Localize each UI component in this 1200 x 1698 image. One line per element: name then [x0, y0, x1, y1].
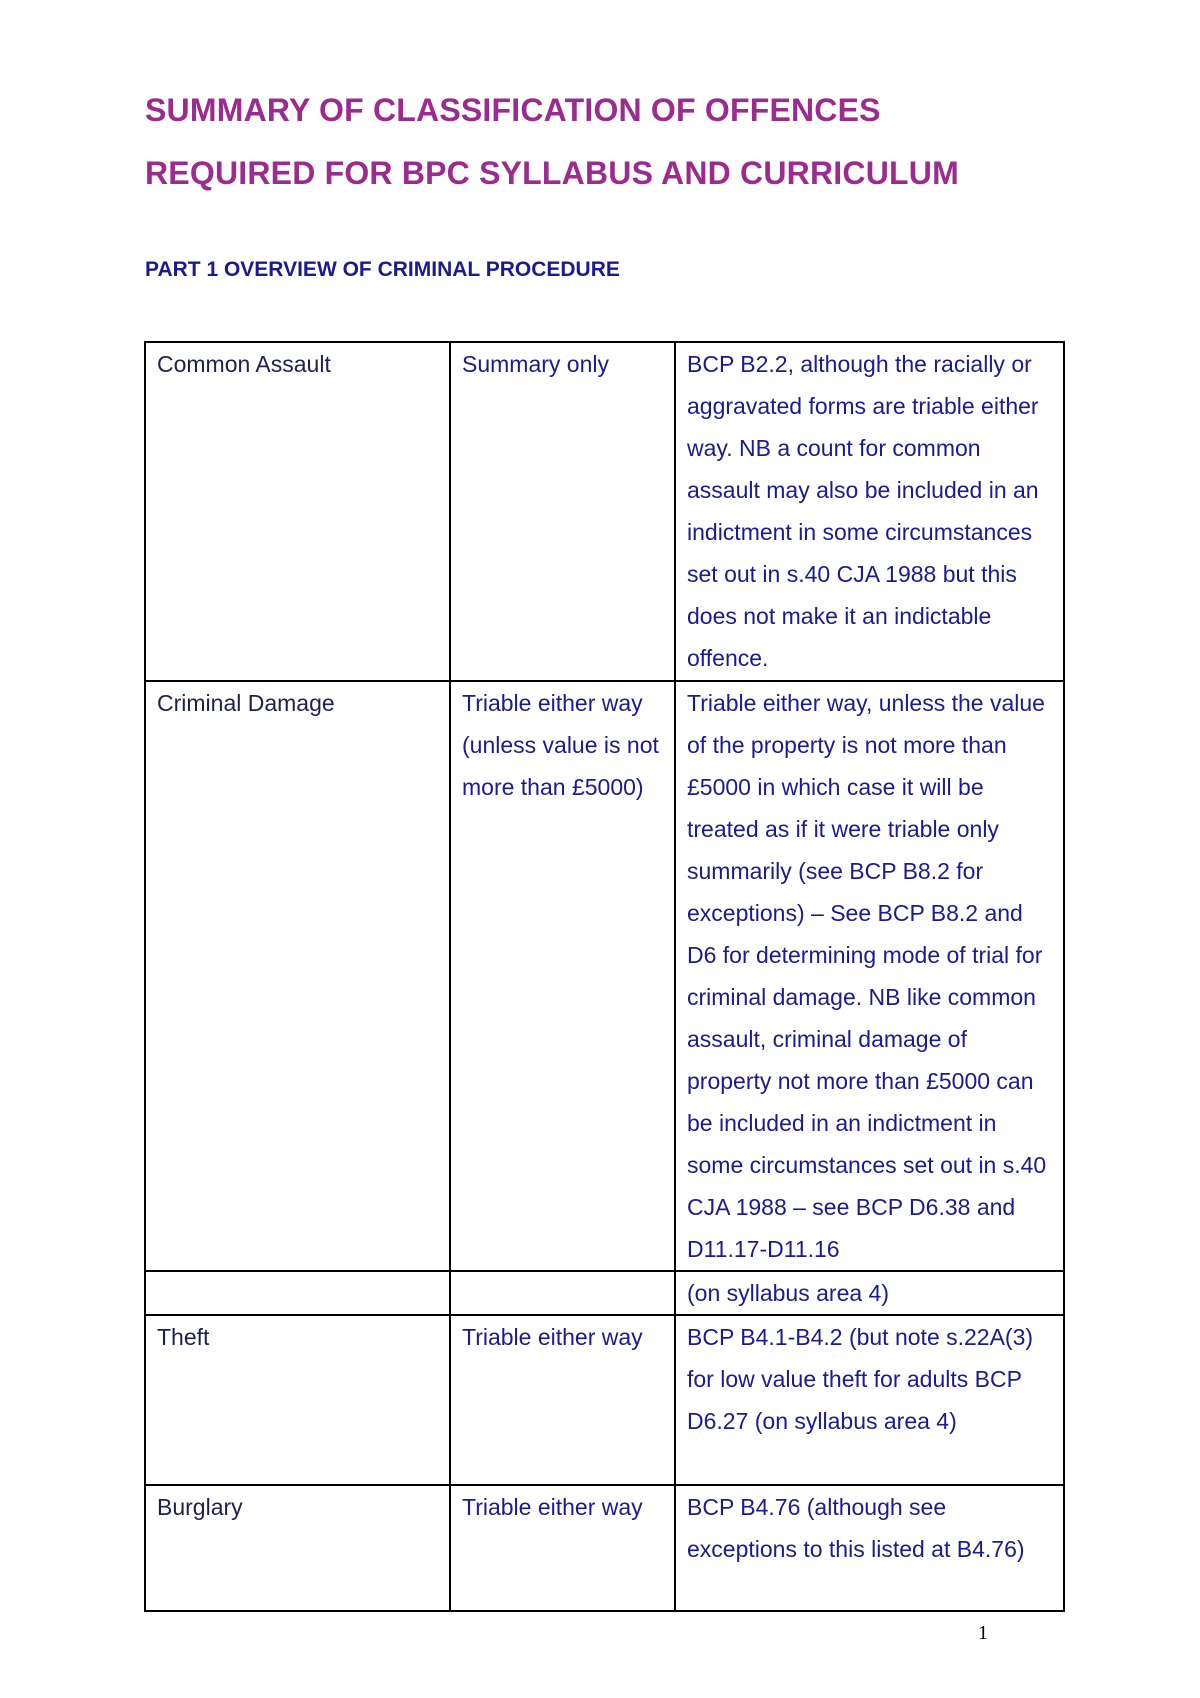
- part-heading: PART 1 OVERVIEW OF CRIMINAL PROCEDURE: [145, 258, 620, 281]
- offence-cell: Burglary: [145, 1485, 450, 1611]
- document-title-line-1: SUMMARY OF CLASSIFICATION OF OFFENCES: [145, 92, 881, 128]
- offences-table: [144, 341, 1065, 1612]
- page-number: 1: [978, 1622, 988, 1644]
- table-row: [145, 342, 1064, 681]
- offence-cell: Common Assault: [145, 342, 450, 681]
- document-title-line-2: REQUIRED FOR BPC SYLLABUS AND CURRICULUM: [145, 155, 959, 191]
- classification-cell: Triable either way (unless value is not more than £5000): [450, 681, 675, 1271]
- classification-cell: Triable either way: [450, 1485, 675, 1611]
- offence-cell: [145, 1271, 450, 1315]
- table-row: [145, 681, 1064, 1271]
- notes-cell: BCP B4.76 (although see exceptions to this listed at B4.76): [675, 1485, 1064, 1611]
- classification-cell: Summary only: [450, 342, 675, 681]
- offence-cell: Criminal Damage: [145, 681, 450, 1271]
- classification-cell: Triable either way: [450, 1315, 675, 1485]
- offence-cell: Theft: [145, 1315, 450, 1485]
- notes-cell: BCP B2.2, although the racially or aggravated forms are triable either way. NB a count for common assault may also be included in an indictment in some circumstances set out in s.40 CJA 1988 but this does not make it an indictable offence.: [675, 342, 1064, 681]
- classification-cell: [450, 1271, 675, 1315]
- table-row: [145, 1271, 1064, 1315]
- notes-cell: BCP B4.1-B4.2 (but note s.22A(3) for low value theft for adults BCP D6.27 (on syllabus area 4): [675, 1315, 1064, 1485]
- table-row: [145, 1485, 1064, 1611]
- table-row: [145, 1315, 1064, 1485]
- notes-cell: Triable either way, unless the value of the property is not more than £5000 in which case it will be treated as if it were triable only summarily (see BCP B8.2 for exceptions) – See BCP B8.2 and D6 for determining mode of trial for criminal damage. NB like common assault, criminal damage of property not more than £5000 can be included in an indictment in some circumstances set out in s.40 CJA 1988 – see BCP D6.38 and D11.17-D11.16: [675, 681, 1064, 1271]
- notes-cell: (on syllabus area 4): [675, 1271, 1064, 1315]
